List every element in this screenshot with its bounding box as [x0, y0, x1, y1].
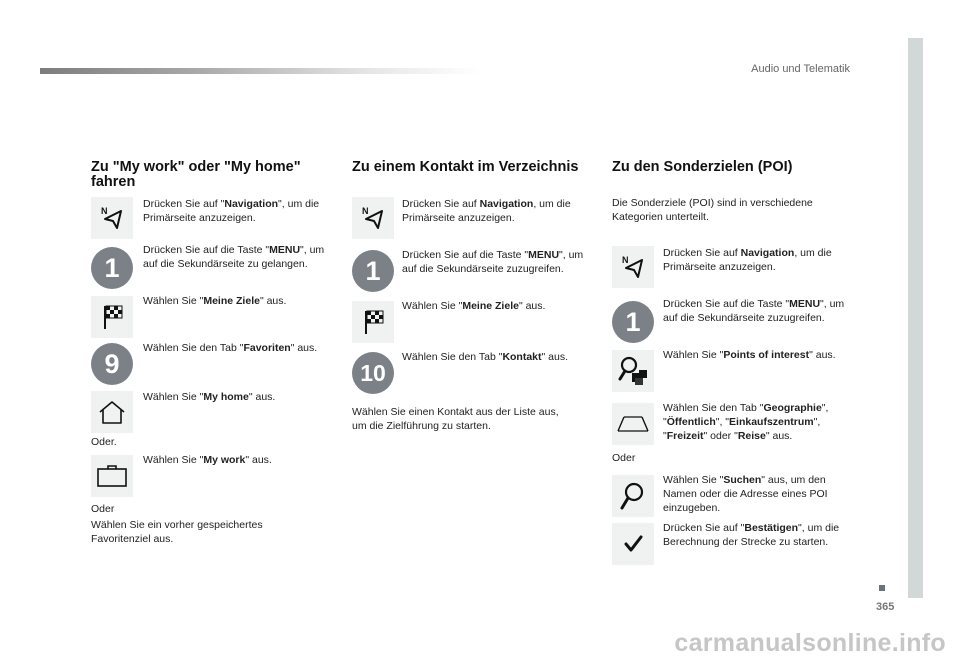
home-icon	[91, 391, 133, 433]
checkered-flag-icon	[352, 301, 394, 343]
watermark: carmanualsonline.info	[674, 629, 946, 657]
road-icon	[612, 403, 654, 445]
navigation-icon	[612, 246, 654, 288]
page-marker	[879, 585, 885, 591]
col3-intro-line1: Die Sonderziele (POI) sind in verschiedene	[612, 197, 813, 209]
col3-step-suchen: Wählen Sie "Suchen" aus, um den Namen oder die Adresse eines POI einzugeben.	[663, 474, 828, 514]
col3-oder: Oder	[612, 452, 636, 464]
col3-step-tab: Wählen Sie den Tab "Geographie", "Öffentlich", "Einkaufszentrum", "Freizeit" oder "Reise" aus.	[663, 402, 829, 442]
col3-step-poi: Wählen Sie "Points of interest" aus.	[663, 349, 836, 361]
col2-step-meine-ziele: Wählen Sie "Meine Ziele" aus.	[402, 300, 546, 312]
tab-badge: 9	[91, 343, 133, 385]
navigation-icon	[91, 197, 133, 239]
col2-step-kontakt: Wählen Sie den Tab "Kontakt" aus.	[402, 351, 569, 363]
search-icon	[612, 475, 654, 517]
col1-oder-1: Oder.	[91, 436, 117, 448]
col1-step-my-work: Wählen Sie "My work" aus.	[143, 454, 272, 466]
col3-step-navigation: Drücken Sie auf Navigation, um die Primärseite anzuzeigen.	[663, 247, 832, 273]
svg-text:N: N	[362, 206, 369, 216]
col2-footer	[352, 405, 602, 433]
menu-step-badge: 1	[91, 247, 133, 289]
col3-step-menu: Drücken Sie auf die Taste "MENU", um auf die Sekundärseite zuzugreifen.	[663, 298, 845, 324]
col1-step-meine-ziele: Wählen Sie "Meine Ziele" aus.	[143, 295, 287, 307]
menu-step-badge: 1	[612, 301, 654, 343]
col3-step-bestaetigen: Drücken Sie auf "Bestätigen", um die Berechnung der Strecke zu starten.	[663, 522, 840, 548]
col1-footer	[91, 518, 331, 546]
tab-badge: 10	[352, 352, 394, 394]
search-poi-icon	[612, 350, 654, 392]
header-gradient-bar	[40, 68, 480, 74]
svg-text:N: N	[622, 255, 629, 265]
svg-text:N: N	[101, 206, 108, 216]
col1-step-favoriten: Wählen Sie den Tab "Favoriten" aus.	[143, 342, 318, 354]
col1-oder-2: Oder	[91, 503, 115, 515]
col3-title: Zu den Sonderzielen (POI)	[612, 159, 793, 175]
header-title: Audio und Telematik	[751, 63, 850, 75]
col2-title: Zu einem Kontakt im Verzeichnis	[352, 159, 579, 175]
col2-footer-line1: Wählen Sie einen Kontakt aus der Liste aus,	[352, 406, 559, 418]
col1-footer-line1: Wählen Sie ein vorher gespeichertes	[91, 519, 263, 531]
col2-footer-line2: um die Zielführung zu starten.	[352, 420, 491, 432]
col1-footer-line2: Favoritenziel aus.	[91, 533, 174, 545]
col1-step-menu: Drücken Sie auf die Taste "MENU", um auf die Sekundärseite zu gelangen.	[143, 244, 325, 270]
col3-intro-line2: Kategorien unterteilt.	[612, 211, 709, 223]
checkered-flag-icon	[91, 296, 133, 338]
col1-title	[91, 160, 331, 190]
check-icon	[612, 523, 654, 565]
col1-title-line1: Zu "My work" oder "My home"	[91, 159, 301, 175]
col2-step-menu: Drücken Sie auf die Taste "MENU", um auf die Sekundärseite zuzugreifen.	[402, 249, 584, 275]
briefcase-icon	[91, 455, 133, 497]
page-number: 365	[876, 601, 895, 613]
col3-intro	[612, 196, 862, 224]
side-tab-strip	[908, 38, 923, 598]
col1-step-navigation: Drücken Sie auf "Navigation", um die Primärseite anzuzeigen.	[143, 198, 320, 224]
menu-step-badge: 1	[352, 250, 394, 292]
col1-step-my-home: Wählen Sie "My home" aus.	[143, 391, 276, 403]
navigation-icon	[352, 197, 394, 239]
col2-step-navigation: Drücken Sie auf Navigation, um die Primärseite anzuzeigen.	[402, 198, 571, 224]
col1-title-line2: fahren	[91, 174, 136, 190]
